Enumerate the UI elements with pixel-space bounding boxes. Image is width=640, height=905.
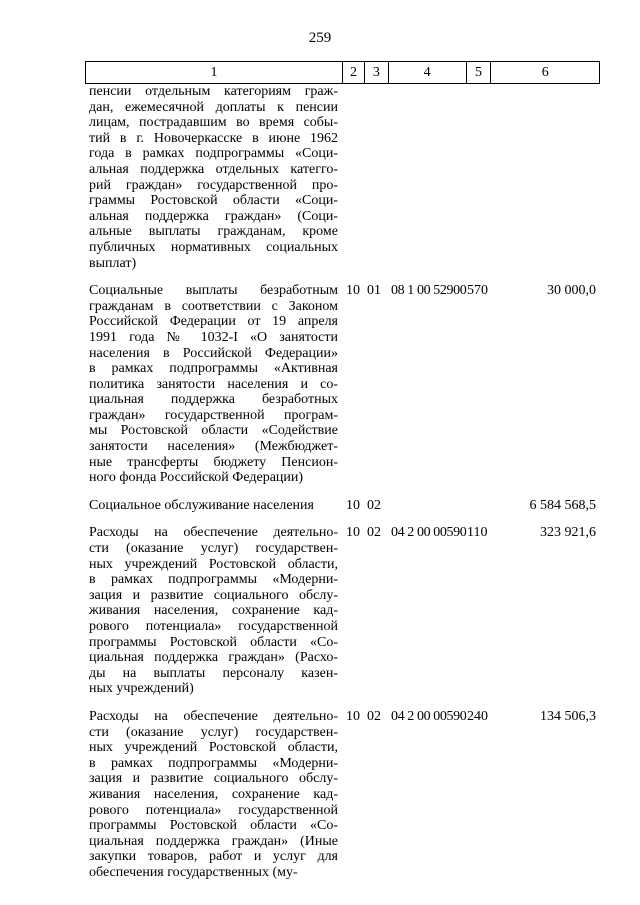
description-line: года в рамках подпрограммы «Соци-: [89, 146, 338, 162]
description-line: альные выплаты гражданам, кроме: [89, 224, 338, 240]
description-line: дан, ежемесячной доплаты к пенсии: [89, 99, 338, 115]
subsection-code: 02: [367, 497, 381, 513]
expense-type-code: 570: [467, 283, 488, 299]
table-header: [85, 61, 600, 84]
description-line: ных учреждений): [89, 681, 194, 697]
section-code: 10: [346, 283, 360, 299]
expense-type-code: [466, 84, 491, 271]
amount: 134 506,3: [540, 708, 596, 724]
table-row: [85, 525, 600, 697]
description-line: ные трансферты бюджету Пенсион-: [89, 454, 338, 470]
header-col-4: 4: [388, 62, 466, 83]
description-line: политика занятости населения и со-: [89, 376, 338, 392]
table-row: [85, 709, 600, 881]
table-row: [85, 498, 600, 514]
description-line: ных учреждений Ростовской области,: [89, 556, 338, 572]
description-line: сти (оказание услуг) государствен-: [89, 541, 338, 557]
row-description: [85, 84, 342, 271]
description-line: гражданам в соответствии с Законом: [89, 298, 338, 314]
description-line: Расходы на обеспечение деятельно-: [89, 525, 338, 541]
description-line: тий в г. Новочеркасске в июне 1962: [89, 130, 338, 146]
subsection-code: 01: [367, 283, 381, 299]
amount: 323 921,6: [540, 525, 596, 541]
description-line: живания населения, сохранение кад-: [89, 603, 338, 619]
description-line: занятости населения» (Межбюджет-: [89, 439, 338, 455]
description-line: Расходы на обеспечение деятельно-: [89, 708, 338, 724]
amount: 30 000,0: [547, 283, 596, 299]
amount: 6 584 568,5: [529, 497, 596, 513]
target-article-code: 04 2 00 00590: [391, 708, 467, 724]
header-col-3: 3: [364, 62, 388, 83]
description-line: зация и развитие социального обслу-: [89, 771, 338, 787]
description-line: в рамках подпрограммы «Модерни-: [89, 572, 338, 588]
header-col-1: 1: [210, 64, 218, 80]
amount: [491, 84, 600, 271]
subsection-code: [364, 84, 388, 271]
row-description: [85, 525, 342, 697]
description-line: Социальное обслуживание населения: [89, 497, 314, 513]
target-article-code: [388, 498, 466, 514]
row-description: [85, 498, 342, 514]
description-line: в рамках подпрограммы «Модерни-: [89, 755, 338, 771]
description-line: рового потенциала» государственной: [89, 802, 338, 818]
description-line: граммы Ростовской области «Соци-: [89, 193, 338, 209]
description-line: публичных нормативных социальных: [89, 239, 338, 255]
description-line: обеспечения государственных (му-: [89, 864, 298, 880]
subsection-code: 02: [367, 708, 381, 724]
description-line: сти (оказание услуг) государствен-: [89, 724, 338, 740]
description-line: ды на выплаты персоналу казен-: [89, 665, 338, 681]
table-row: [85, 283, 600, 486]
description-line: циальная поддержка безработных: [89, 392, 338, 408]
description-line: мы Ростовской области «Содействие: [89, 423, 338, 439]
description-line: зация и развитие социального обслу-: [89, 587, 338, 603]
description-line: рий граждан» государственной про-: [89, 177, 338, 193]
page-number: 259: [308, 30, 332, 46]
header-col-6: 6: [490, 62, 599, 83]
table-body: [85, 84, 600, 881]
expense-type-code: [466, 498, 491, 514]
section-code: 10: [346, 708, 360, 724]
target-article-code: [388, 84, 466, 271]
target-article-code: 04 2 00 00590: [391, 525, 467, 541]
description-line: альная поддержка граждан» (Соци-: [89, 208, 338, 224]
description-line: граждан» государственной програм-: [89, 407, 338, 423]
section-code: [342, 84, 364, 271]
description-line: циальная поддержка граждан» (Иные: [89, 833, 338, 849]
description-line: пенсии отдельным категориям граж-: [89, 84, 338, 99]
description-line: Социальные выплаты безработным: [89, 283, 338, 299]
row-description: [85, 283, 342, 486]
header-col-2: 2: [342, 62, 364, 83]
description-line: рового потенциала» государственной: [89, 619, 338, 634]
description-line: выплат): [89, 255, 137, 271]
description-line: живания населения, сохранение кад-: [89, 786, 338, 802]
description-line: циальная поддержка граждан» (Расхо-: [89, 650, 338, 666]
row-description: [85, 709, 342, 881]
header-col-5: 5: [466, 62, 491, 83]
description-line: 1991 года № 1032-I «О занятости: [89, 329, 338, 345]
description-line: в рамках подпрограммы «Активная: [89, 361, 338, 377]
description-line: населения в Российской Федерации»: [89, 345, 338, 361]
description-line: лицам, пострадавшим во время собы-: [89, 115, 338, 131]
section-code: 10: [346, 525, 360, 541]
description-line: закупки товаров, работ и услуг для: [89, 849, 338, 865]
description-line: альная поддержка отдельных категго-: [89, 161, 338, 177]
description-line: ного фонда Российской Федерации): [89, 470, 304, 486]
expense-type-code: 110: [467, 525, 488, 541]
table-row: [85, 84, 600, 271]
section-code: 10: [346, 497, 360, 513]
subsection-code: 02: [367, 525, 381, 541]
description-line: ных учреждений Ростовской области,: [89, 740, 338, 756]
expense-type-code: 240: [467, 708, 488, 724]
target-article-code: 08 1 00 52900: [391, 283, 467, 299]
description-line: программы Ростовской области «Со-: [89, 818, 338, 834]
description-line: Российской Федерации от 19 апреля: [89, 314, 338, 330]
budget-table: [85, 61, 600, 893]
description-line: программы Ростовской области «Со-: [89, 634, 338, 650]
